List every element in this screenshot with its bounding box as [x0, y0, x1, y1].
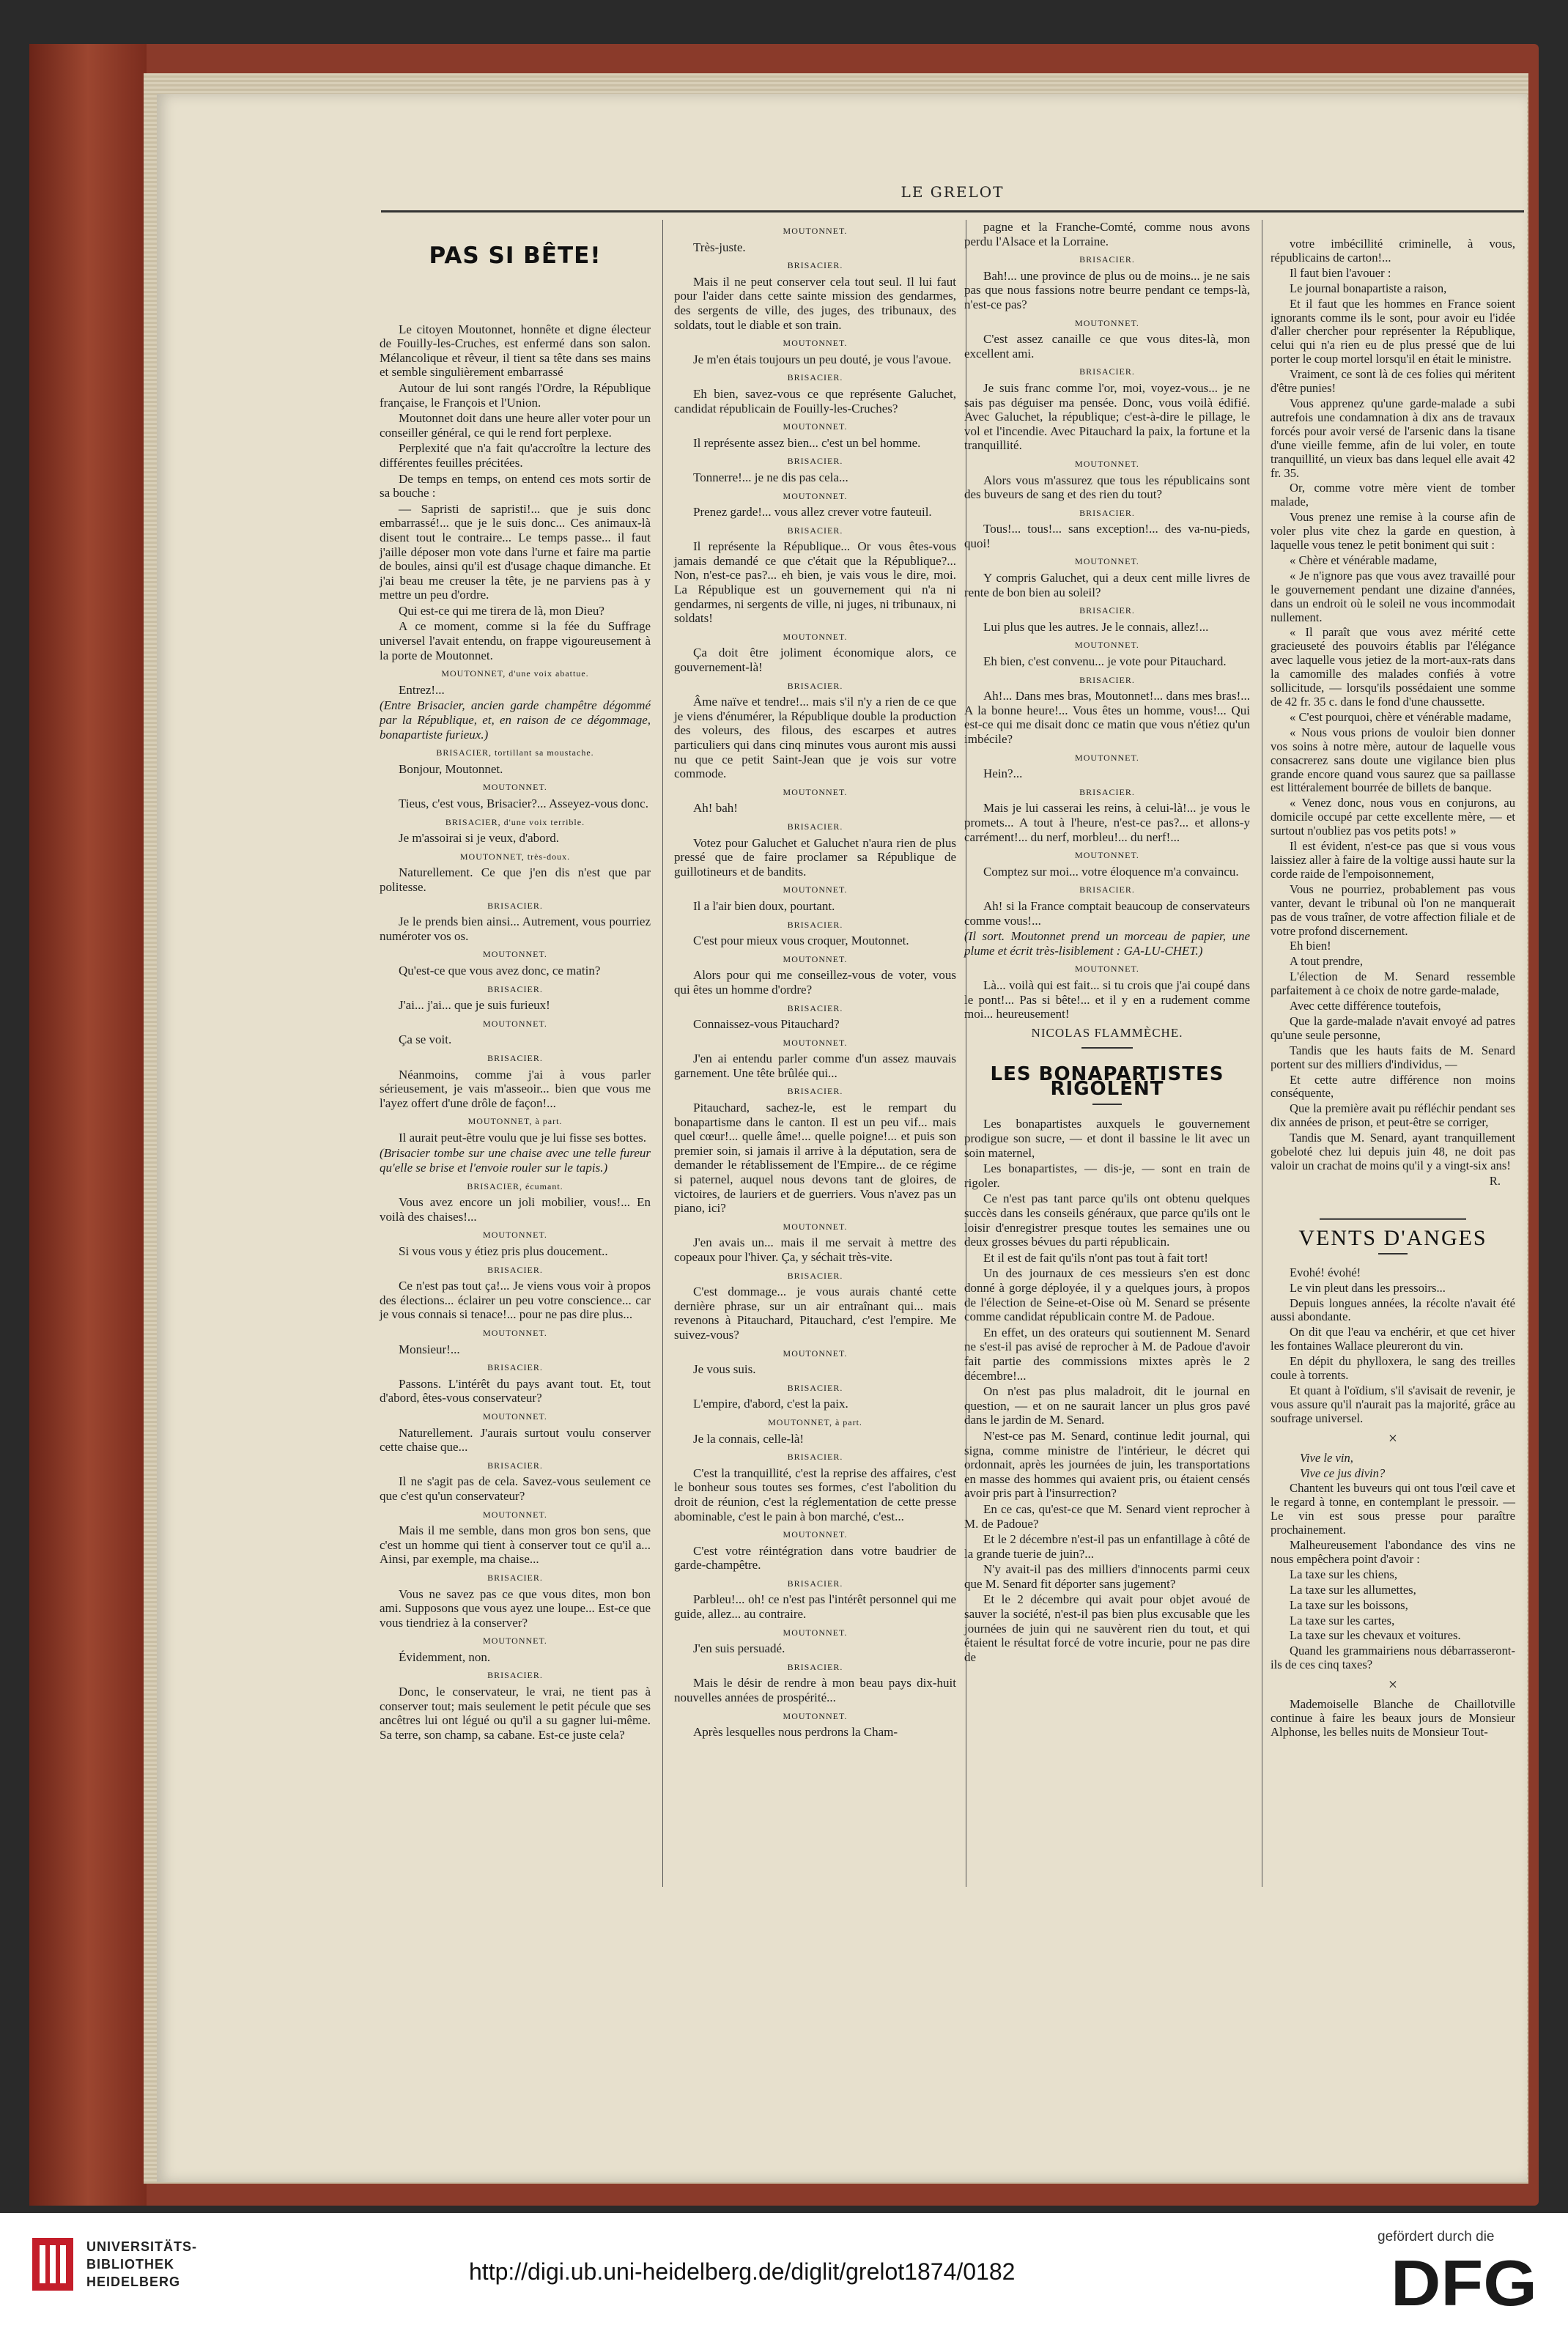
speaker-label: BRISACIER. [1079, 366, 1135, 377]
paragraph: On dit que l'eau va enchérir, et que cet hiver les fontaines Wallace pleureront du vin. [1271, 1325, 1515, 1353]
title-dash [1092, 1104, 1122, 1105]
paragraph: « Il paraît que vous avez mérité cette gracieuseté des pouvoirs établis par l'élégance avec laquelle vous jetiez de la mort-aux-rats dans la camomille des malades confiés à votre sollicitude, — lorsqu'ils possédaient une somme de 42 fr. 35 c. dans le fond d'une chaussette. [1271, 625, 1515, 709]
paragraph: Là... voilà qui est fait... si tu crois que j'ai coupé dans le pont!... Pas si bête!... et il y en a rudement comme moi... heureusement! [964, 978, 1250, 1021]
article-body-vents-3 [1271, 1698, 1515, 1740]
speaker-label: BRISACIER. [487, 900, 543, 911]
paragraph: Tieus, c'est vous, Brisacier?... Asseyez-vous donc. [399, 797, 648, 810]
speaker-label: MOUTONNET. [783, 1627, 848, 1638]
paragraph: Il est évident, n'est-ce pas que si vous vous laissiez aller à faire de la voltige aussi haute sur la corde raide de l'empoisonnement, [1271, 839, 1515, 881]
paragraph: La taxe sur les chevaux et voitures. [1290, 1628, 1461, 1643]
speaker-label: BRISACIER. [787, 456, 843, 467]
paragraph: Et cette autre différence non moins conséquente, [1271, 1072, 1515, 1101]
paragraph: Ça se voit. [399, 1032, 452, 1047]
section-dash [1081, 1047, 1133, 1049]
article-body-col1 [380, 322, 651, 1743]
paragraph: votre imbécillité criminelle, à vous, républicains de carton!... [1271, 237, 1515, 265]
institution-name [86, 2238, 197, 2291]
paragraph: Bah!... une province de plus ou de moins... je ne sais pas que nous fassions notre beurre pendant ce temps-là, n'est-ce pas? [964, 268, 1250, 311]
paragraph: Un des journaux de ces messieurs s'en est donc donné à gorge déployée, il y a quelques jours, à propos de l'élection de Seine-et-Oise où M. Senard se présente comme candidat républicain contre M. de Padoue. [964, 1266, 1250, 1324]
paragraph: N'est-ce pas M. Senard, continue ledit journal, qui signa, comme ministre de l'intérieur, le décret qui ordonnait, après les journées de juin, les transportations en masse des hommes qui avaient pris, ou étaient censés avoir pris part à l'insurrection? [964, 1428, 1250, 1501]
paragraph: Âme naïve et tendre!... mais s'il n'y a rien de ce que je viens d'énumérer, la République double la production des voleurs, des filous, des escarpes et autres particuliers qui dans cinq minutes vous auront mis aussi nu que ce petit Saint-Jean que je vois sur votre commode. [674, 695, 956, 781]
paragraph: Autour de lui sont rangés l'Ordre, la République française, le François et l'Union. [380, 380, 651, 410]
speaker-label: MOUTONNET. [1075, 556, 1139, 567]
verse-line: Vive ce jus divin? [1300, 1466, 1386, 1480]
paragraph: Qui est-ce qui me tirera de là, mon Dieu? [399, 603, 604, 618]
speaker-label: BRISACIER. [1079, 254, 1135, 265]
paragraph: Tous!... tous!... sans exception!... des va-nu-pieds, quoi! [964, 522, 1250, 550]
column-2 [674, 220, 956, 1741]
speaker-label: MOUTONNET. [1075, 458, 1139, 469]
paragraph: Les bonapartistes auxquels le gouvernement prodigue son sucre, — et dont il bassine le lit avec un soin maternel, [964, 1117, 1250, 1160]
paragraph: Je la connais, celle-là! [693, 1431, 805, 1446]
speaker-label: MOUTONNET. [783, 631, 848, 642]
paragraph: Y compris Galuchet, qui a deux cent mille livres de rente de bon bien au soleil? [964, 571, 1250, 599]
speaker-label: BRISACIER. [787, 1086, 843, 1097]
institution-line: BIBLIOTHEK [86, 2257, 174, 2272]
paragraph: Tonnerre!... je ne dis pas cela... [693, 470, 848, 484]
speaker-label: MOUTONNET. [783, 226, 848, 236]
speaker-label: BRISACIER. [1079, 674, 1135, 685]
speaker-label: MOUTONNET. [783, 884, 848, 895]
article-body-bonapartistes [964, 1117, 1250, 1664]
speaker-label: MOUTONNET. [483, 1411, 547, 1422]
paragraph: Néanmoins, comme j'ai à vous parler sérieusement, je vais m'asseoir... bien que vous me l'ayez offert d'une drôle de façon!... [380, 1067, 651, 1110]
speaker-label: MOUTONNET. [1075, 640, 1139, 651]
paragraph: Il ne s'agit pas de cela. Savez-vous seulement ce que c'est qu'un conservateur? [380, 1474, 651, 1503]
paragraph: Eh bien, savez-vous ce que représente Galuchet, candidat républicain de Fouilly-les-Cruches? [674, 386, 956, 415]
paragraph: Très-juste. [693, 240, 746, 254]
paragraph: A tout prendre, [1290, 954, 1363, 969]
paragraph: Vous avez encore un joli mobilier, vous!... En voilà des chaises!... [380, 1195, 651, 1224]
paragraph: pagne et la Franche-Comté, comme nous avons perdu l'Alsace et la Lorraine. [964, 220, 1250, 248]
paragraph: Le citoyen Moutonnet, honnête et digne électeur de Fouilly-les-Cruches, est enfermé dans son salon. Mélancolique et rêveur, il tient sa tête dans ses mains et semble singulièrement embarrassé [380, 322, 651, 380]
paragraph: Après lesquelles nous perdrons la Cham- [693, 1725, 898, 1740]
paragraph: Vous apprenez qu'une garde-malade a subi autrefois une condamnation à dix ans de travaux forcés pour avoir versé de l'arsenic dans la tisane d'une vieille femme, afin de lui voler, en toute tranquillité, un vieux bas dans lequel elle avait 42 fr. 35. [1271, 396, 1515, 480]
paragraph: C'est la tranquillité, c'est la reprise des affaires, c'est le bonheur sous toutes ses formes, c'est l'abolition du droit de réunion, c'est la réglementation de cette presse abominable, c'est le pain à bon marché, c'est... [674, 1466, 956, 1523]
paragraph: Moutonnet doit dans une heure aller voter pour un conseiller général, ce qui le rend fort perplexe. [380, 411, 651, 440]
paragraph: Parbleu!... oh! ce n'est pas l'intérêt personnel qui me guide, allez... au contraire. [674, 1592, 956, 1622]
column-divider-1 [662, 220, 663, 1887]
speaker-label: MOUTONNET, à part. [768, 1416, 862, 1427]
paragraph: Chantent les buveurs qui ont tous l'œil cave et le regard à tonne, en contemplant le pressoir. — Le vin est sous presse pour paraître prochainement. [1271, 1481, 1515, 1537]
footer-bar [0, 2213, 1568, 2328]
article-title-vents-d-anges: VENTS D'ANGES [1298, 1225, 1487, 1250]
speaker-label: BRISACIER. [487, 1052, 543, 1063]
paragraph: La taxe sur les chiens, [1290, 1567, 1397, 1581]
paragraph: Donc, le conservateur, le vrai, ne tient pas à conserver tout; mais seulement le petit pécule que ses ancêtres lui ont légué ou qu'il a su gagner lui-même. Sa terre, son champ, sa cabane. Est-ce juste cela? [380, 1685, 651, 1742]
speaker-label: MOUTONNET. [783, 953, 848, 964]
paragraph: Mais il me semble, dans mon gros bon sens, que c'est un homme qui tient à conserver tout ce qu'il a... Ainsi, par exemple, ma chaise... [380, 1523, 651, 1567]
paragraph: Naturellement. Ce que j'en dis n'est que par politesse. [380, 865, 651, 894]
speaker-label: BRISACIER. [487, 1362, 543, 1373]
section-double-rule [1320, 1218, 1466, 1220]
speaker-label: MOUTONNET. [483, 1509, 547, 1520]
speaker-label: MOUTONNET. [783, 1529, 848, 1540]
paragraph: « Nous vous prions de vouloir bien donner vos soins à notre mère, autour de laquelle vous consacrerez sans doute une vigilance bien plus grande encore quand vous saurez que sa paillasse est littéralement bourrée de billets de banque. [1271, 725, 1515, 795]
paragraph: L'élection de M. Senard ressemble parfaitement à ce choix de notre garde-malade, [1271, 969, 1515, 998]
paragraph: Et quant à l'oïdium, s'il s'avisait de revenir, je vous assure qu'il n'aurait pas la majorité, grâce au soufrage universel. [1271, 1383, 1515, 1425]
speaker-label: MOUTONNET, à part. [467, 1116, 563, 1127]
paragraph: Hein?... [983, 766, 1023, 781]
paragraph: En dépit du phylloxera, le sang des treilles coule à torrents. [1271, 1354, 1515, 1383]
separator-cross-2: × [1388, 1675, 1398, 1694]
speaker-label: BRISACIER. [787, 525, 843, 536]
paragraph: L'empire, d'abord, c'est la paix. [693, 1397, 848, 1411]
paragraph: Lui plus que les autres. Je le connais, allez!... [983, 619, 1209, 634]
signature-r: R. [1489, 1173, 1501, 1188]
paragraph: Bonjour, Moutonnet. [399, 761, 503, 776]
paragraph: Ce n'est pas tout ça!... Je viens vous voir à propos des élections... éclairer un peu votre conscience... car je vous connais si tenace!... pour ne pas dire plus... [380, 1279, 651, 1322]
column-4 [1271, 237, 1515, 1741]
speaker-label: MOUTONNET. [483, 1018, 547, 1029]
paragraph: La taxe sur les allumettes, [1290, 1582, 1416, 1597]
article-title-bonapartistes: LES BONAPARTISTES RIGOLENT [990, 1063, 1224, 1100]
speaker-label: BRISACIER. [787, 1452, 843, 1463]
speaker-label: BRISACIER. [487, 1572, 543, 1583]
paragraph: Les bonapartistes, — dis-je, — sont en train de rigoler. [964, 1161, 1250, 1190]
speaker-label: MOUTONNET. [783, 1710, 848, 1721]
paragraph: Et le 2 décembre n'est-il pas un enfantillage à côté de la grande tuerie de juin?... [964, 1532, 1250, 1561]
paragraph: Vous ne savez pas ce que vous dites, mon bon ami. Supposons que vous ayez une loupe... Est-ce que vous tiendriez à la conserver? [380, 1586, 651, 1630]
paragraph: De temps en temps, on entend ces mots sortir de sa bouche : [380, 471, 651, 500]
paragraph: Il faut bien l'avouer : [1290, 265, 1391, 280]
paragraph: Il a l'air bien doux, pourtant. [693, 898, 835, 913]
speaker-label: MOUTONNET. [483, 949, 547, 960]
speaker-label: MOUTONNET. [1075, 964, 1139, 975]
paragraph: Perplexité que n'a fait qu'accroître la lecture des différentes feuilles précitées. [380, 441, 651, 470]
article-body-vents-1 [1271, 1266, 1515, 1426]
speaker-label: MOUTONNET, d'une voix abattue. [441, 668, 589, 679]
paragraph: Depuis longues années, la récolte n'avait été aussi abondante. [1271, 1296, 1515, 1324]
paragraph: Évidemment, non. [399, 1649, 491, 1664]
paragraph: C'est pour mieux vous croquer, Moutonnet. [693, 934, 909, 948]
speaker-label: MOUTONNET. [783, 1037, 848, 1048]
speaker-label: BRISACIER. [487, 1670, 543, 1681]
institution-line: UNIVERSITÄTS- [86, 2239, 198, 2254]
speaker-label: MOUTONNET. [783, 338, 848, 349]
verse-line: Vive le vin, [1300, 1450, 1353, 1465]
paragraph: La taxe sur les cartes, [1290, 1613, 1395, 1627]
paragraph: Il représente la République... Or vous êtes-vous jamais demandé ce que c'était que la République?... Non, n'est-ce pas?... eh bien, je vais vous le dire, moi. La République est un gouvernement qui n'a ni gendarmes, ni sergents de ville, ni juges, ni tribunaux, ni soldats! [674, 539, 956, 626]
paragraph: N'y avait-il pas des milliers d'innocents parmi ceux que M. Senard fit déporter sans jugement? [964, 1562, 1250, 1591]
paragraph: — Sapristi de sapristi!... que je suis donc embarrassé!... que je le suis donc... Ces animaux-là disent tout le contraire... Le temps passe... il faut j'aille déposer mon vote dans l'urne et faire ma partie de boules, ainsi qu'il est d'usage chaque dimanche. Et j'ai beau me creuser la tête, je ne parviens pas à y mettre un peu d'ordre. [380, 501, 651, 602]
paragraph: Entrez!... [399, 682, 445, 697]
paragraph: « C'est pourquoi, chère et vénérable madame, [1290, 709, 1512, 724]
paragraph: Le vin pleut dans les pressoirs... [1290, 1280, 1446, 1295]
speaker-label: MOUTONNET. [783, 786, 848, 797]
paragraph: En ce cas, qu'est-ce que M. Senard vient reprocher à M. de Padoue? [964, 1501, 1250, 1531]
speaker-label: MOUTONNET. [483, 1328, 547, 1338]
speaker-label: BRISACIER. [787, 1002, 843, 1013]
stage-direction: (Il sort. Moutonnet prend un morceau de papier, une plume et écrit très-lisiblement : GA-LU-CHET.) [964, 929, 1250, 958]
speaker-label: MOUTONNET. [1075, 752, 1139, 763]
column-3 [964, 220, 1250, 1666]
paragraph: Ça doit être joliment économique alors, ce gouvernement-là! [674, 646, 956, 675]
column-1 [380, 220, 651, 1743]
speaker-label: MOUTONNET. [783, 421, 848, 432]
paragraph: Et il est de fait qu'ils n'ont pas tout à fait tort! [983, 1250, 1208, 1265]
paragraph: Eh bien! [1290, 939, 1331, 953]
paragraph: Ah! bah! [693, 801, 738, 816]
title-dash-2 [1378, 1253, 1408, 1254]
speaker-label: MOUTONNET. [1075, 850, 1139, 861]
speaker-label: MOUTONNET. [483, 1636, 547, 1647]
paragraph: Evohé! évohé! [1290, 1265, 1361, 1279]
speaker-label: BRISACIER. [787, 919, 843, 930]
speaker-label: BRISACIER, écumant. [467, 1180, 563, 1191]
paragraph: Tandis que les hauts faits de M. Senard portent sur des milliers d'individus, — [1271, 1043, 1515, 1071]
paragraph: Ah! si la France comptait beaucoup de conservateurs comme vous!... [964, 898, 1250, 928]
speaker-label: BRISACIER. [487, 1264, 543, 1275]
speaker-label: BRISACIER. [1079, 605, 1135, 616]
paragraph: Quand les grammairiens nous débarrasseront-ils de ces cinq taxes? [1271, 1644, 1515, 1672]
paragraph: « Je n'ignore pas que vous avez travaillé pour le gouvernement pendant une dizaine d'années, dans un endroit où le soleil ne vous incommodait nullement. [1271, 568, 1515, 624]
speaker-label: BRISACIER. [787, 1270, 843, 1281]
article-body-col3 [964, 220, 1250, 1040]
paragraph: Tandis que M. Senard, ayant tranquillement gobeloté chez lui depuis juin 48, ne doit pas valoir un crachat de moins qu'il y a vingt-six ans! [1271, 1131, 1515, 1172]
paragraph: Il aurait peut-être voulu que je lui fisse ses bottes. [399, 1130, 647, 1145]
paragraph: Vous ne pourriez, probablement pas vous vanter, devant le tribunal où l'on ne manquerait pas de vous traîner, de votre affection filiale et de votre profond discernement. [1271, 882, 1515, 938]
paragraph: Vous prenez une remise à la course afin de voler plus vite chez la garde en question, à laquelle vous tenez le petit boniment qui suit : [1271, 510, 1515, 553]
paragraph: Monsieur!... [399, 1342, 460, 1356]
speaker-label: BRISACIER. [787, 1578, 843, 1589]
paragraph: Prenez garde!... vous allez crever votre fauteuil. [693, 505, 932, 520]
article-body-col4 [1271, 237, 1515, 1173]
separator-cross-1: × [1388, 1428, 1398, 1447]
speaker-label: BRISACIER. [1079, 786, 1135, 797]
header-rule [381, 210, 1524, 213]
speaker-label: BRISACIER. [787, 372, 843, 383]
paragraph: Mais il ne peut conserver cela tout seul. Il lui faut pour l'aider dans cette sainte mission des gendarmes, des sergents de ville, des juges, des tribunaux, des soldats, tout le diable et son train. [674, 274, 956, 332]
speaker-label: BRISACIER. [1079, 884, 1135, 895]
speaker-label: MOUTONNET. [783, 1221, 848, 1232]
paragraph: J'en suis persuadé. [693, 1641, 785, 1656]
paragraph: Malheureusement l'abondance des vins ne nous empêchera point d'avoir : [1271, 1538, 1515, 1566]
paragraph: J'ai... j'ai... que je suis furieux! [399, 998, 550, 1013]
stage-direction: (Brisacier tombe sur une chaise avec une telle fureur qu'elle se brise et l'envoie rouler sur le tapis.) [380, 1146, 651, 1175]
running-head: LE GRELOT [901, 183, 1005, 201]
paragraph: On n'est pas plus maladroit, dit le journal en question, — et on ne saurait lancer un plus gros pavé dans le jardin de M. Senard. [964, 1384, 1250, 1427]
paragraph: Le journal bonapartiste a raison, [1290, 281, 1447, 295]
book-spine-edge [29, 44, 147, 2206]
paragraph: Je suis franc comme l'or, moi, voyez-vous... je ne sais pas déguiser ma pensée. Donc, vous voilà édifié. Avec Galuchet, la république; c'est-à-dire le pillage, le vol et l'incendie. Avec Pitauchard la paix, la fortune et la tranquillité. [964, 380, 1250, 453]
paragraph: C'est dommage... je vous aurais chanté cette dernière phrase, sur un air entraînant qui... mais revenons à Pitauchard, Pitauchard, c'est l'empire. Me suivez-vous? [674, 1285, 956, 1342]
paragraph: J'en avais un... mais il me servait à mettre des copeaux pour l'hiver. Ça, y séchait très-vite. [674, 1235, 956, 1264]
paragraph: Comptez sur moi... votre éloquence m'a convaincu. [983, 864, 1239, 879]
paragraph: Je m'en étais toujours un peu douté, je vous l'avoue. [693, 352, 952, 366]
speaker-label: BRISACIER. [787, 821, 843, 832]
funded-by-label: gefördert durch die [1377, 2229, 1495, 2244]
dfg-logo-text: DFG [1391, 2251, 1537, 2313]
paragraph: Je vous suis. [693, 1362, 756, 1377]
paragraph: Que la première avait pu réfléchir pendant ses dix années de prison, et peut-être se corriger, [1271, 1101, 1515, 1130]
speaker-label: MOUTONNET. [483, 1230, 547, 1241]
paragraph: Passons. L'intérêt du pays avant tout. Et, tout d'abord, êtes-vous conservateur? [380, 1376, 651, 1405]
paragraph: Naturellement. J'aurais surtout voulu conserver cette chaise que... [380, 1425, 651, 1455]
paragraph: Ah!... Dans mes bras, Moutonnet!... dans mes bras!... A la bonne heure!... Vous êtes un homme, vous!... Qui est-ce qui me disait donc ce matin que vous n'étiez qu'un imbécile? [964, 689, 1250, 746]
paragraph: Et il faut que les hommes en France soient ignorants comme ils le sont, pour avoir eu l'idée d'aller chercher pour représenter la République, celui qui n'a rien eu de plus pressé que de lui porter le coup mortel lorsqu'il en était le ministre. [1271, 296, 1515, 366]
speaker-label: BRISACIER. [787, 1382, 843, 1393]
paragraph: Il représente assez bien... c'est un bel homme. [693, 435, 921, 450]
paragraph: Qu'est-ce que vous avez donc, ce matin? [399, 963, 601, 978]
paragraph: Et le 2 décembre qui avait pour objet avoué de sauver la société, n'est-il pas bien plus excusable que les journées de juin qui ne sauvèrent rien du tout, et qui étaient le résultat forcé de votre incurie, pour ne pas dire de [964, 1592, 1250, 1664]
article-body-vents-2 [1271, 1482, 1515, 1672]
paragraph: Si vous vous y étiez pris plus doucement.. [399, 1244, 608, 1259]
paragraph: Or, comme votre mère vient de tomber malade, [1271, 481, 1515, 509]
university-logo-icon [29, 2235, 76, 2294]
speaker-label: MOUTONNET. [1075, 317, 1139, 328]
article-body-col2 [674, 224, 956, 1740]
speaker-label: BRISACIER. [487, 1460, 543, 1471]
paragraph: Alors vous m'assurez que tous les républicains sont des buveurs de sang et des rien du tout? [964, 473, 1250, 502]
paragraph: Eh bien, c'est convenu... je vote pour Pitauchard. [983, 654, 1227, 669]
paragraph: C'est assez canaille ce que vous dites-là, mon excellent ami. [964, 332, 1250, 361]
paragraph: Mademoiselle Blanche de Chaillotville continue à faire les beaux jours de Monsieur Alphonse, les belles nuits de Monsieur Tout- [1271, 1697, 1515, 1739]
paragraph: Avec cette différence toutefois, [1290, 999, 1441, 1013]
speaker-label: MOUTONNET. [483, 782, 547, 793]
article-title-pas-si-bete: PAS SI BÊTE! [429, 243, 602, 269]
paragraph: Je le prends bien ainsi... Autrement, vous pourriez numéroter vos os. [380, 914, 651, 943]
speaker-label: BRISACIER. [1079, 507, 1135, 518]
speaker-label: BRISACIER. [787, 680, 843, 691]
paragraph: La taxe sur les boissons, [1290, 1597, 1408, 1612]
speaker-label: MOUTONNET, très-doux. [459, 851, 571, 862]
paragraph: C'est votre réintégration dans votre baudrier de garde-champêtre. [674, 1543, 956, 1573]
paragraph: A ce moment, comme si la fée du Suffrage universel l'avait entendu, on frappe vigoureusement à la porte de Moutonnet. [380, 619, 651, 662]
paragraph: « Chère et vénérable madame, [1290, 553, 1438, 567]
paragraph: Ce n'est pas tant parce qu'ils ont obtenu quelques succès dans les conseils généraux, que parce qu'ils ont le loisir d'enregistrer presque toutes les semaines une ou deux grosses bévues du parti républicain. [964, 1191, 1250, 1249]
speaker-label: BRISACIER. [487, 983, 543, 994]
speaker-label: BRISACIER, tortillant sa moustache. [436, 747, 594, 758]
speaker-label: BRISACIER. [787, 260, 843, 271]
paragraph: J'en ai entendu parler comme d'un assez mauvais garnement. Une tête brûlée qui... [674, 1052, 956, 1080]
paragraph: Mais le désir de rendre à mon beau pays dix-huit nouvelles années de prospérité... [674, 1676, 956, 1705]
paragraph: Alors pour qui me conseillez-vous de voter, vous qui êtes un homme d'ordre? [674, 968, 956, 997]
speaker-label: MOUTONNET. [783, 490, 848, 501]
dfg-logo-icon [1391, 2251, 1539, 2313]
paragraph: Vraiment, ce sont là de ces folies qui méritent d'être punies! [1271, 367, 1515, 396]
institution-line: HEIDELBERG [86, 2275, 181, 2289]
stage-direction: (Entre Brisacier, ancien garde champêtre dégommé par la République, et, en raison de ce dégommage, bonapartiste furieux.) [380, 698, 651, 742]
speaker-label: BRISACIER, d'une voix terrible. [445, 816, 585, 827]
paragraph: Pitauchard, sachez-le, est le rempart du bonapartisme dans le canton. Il est un peu vif... mais quel cœur!... quelle âme!... quelle poigne!... et puis son premier soin, si jamais il arrive à la députation, sera de demander le rétablissement de l'Empire... de ce régime si paternel, auquel nous devons tant de gloires, de victoires, de lauriers et de guerriers. Vous n'avez pas un piano, ici? [674, 1101, 956, 1216]
paragraph: Mais je lui casserai les reins, à celui-là!... je vous le promets... A tout à l'heure, n'est-ce pas?... et allons-y carrément!... du nerf, morbleu!... du nerf!... [964, 801, 1250, 844]
paragraph: Votez pour Galuchet et Galuchet n'aura rien de plus pressé que de faire proclamer sa République de guillotineurs et de bandits. [674, 835, 956, 879]
paragraph: Que la garde-malade n'avait envoyé ad patres qu'une seule personne, [1271, 1013, 1515, 1042]
permalink-url[interactable]: http://digi.ub.uni-heidelberg.de/diglit/grelot1874/0182 [469, 2258, 1016, 2285]
paragraph: Connaissez-vous Pitauchard? [693, 1017, 840, 1032]
speaker-label: BRISACIER. [787, 1661, 843, 1672]
verse [1271, 1452, 1515, 1481]
paragraph: En effet, un des orateurs qui soutiennent M. Senard ne s'est-il pas avisé de reprocher à M. de Padoue d'avoir fait partie des commissions mixtes après le 2 décembre!... [964, 1325, 1250, 1383]
speaker-label: MOUTONNET. [783, 1348, 848, 1359]
author-signature: NICOLAS FLAMMÈCHE. [1031, 1025, 1183, 1040]
paragraph: Je m'assoirai si je veux, d'abord. [399, 831, 560, 846]
paragraph: « Venez donc, nous vous en conjurons, au domicile occupé par cette excellente mère, — et surtout n'oubliez pas vos petits pots! » [1271, 796, 1515, 838]
